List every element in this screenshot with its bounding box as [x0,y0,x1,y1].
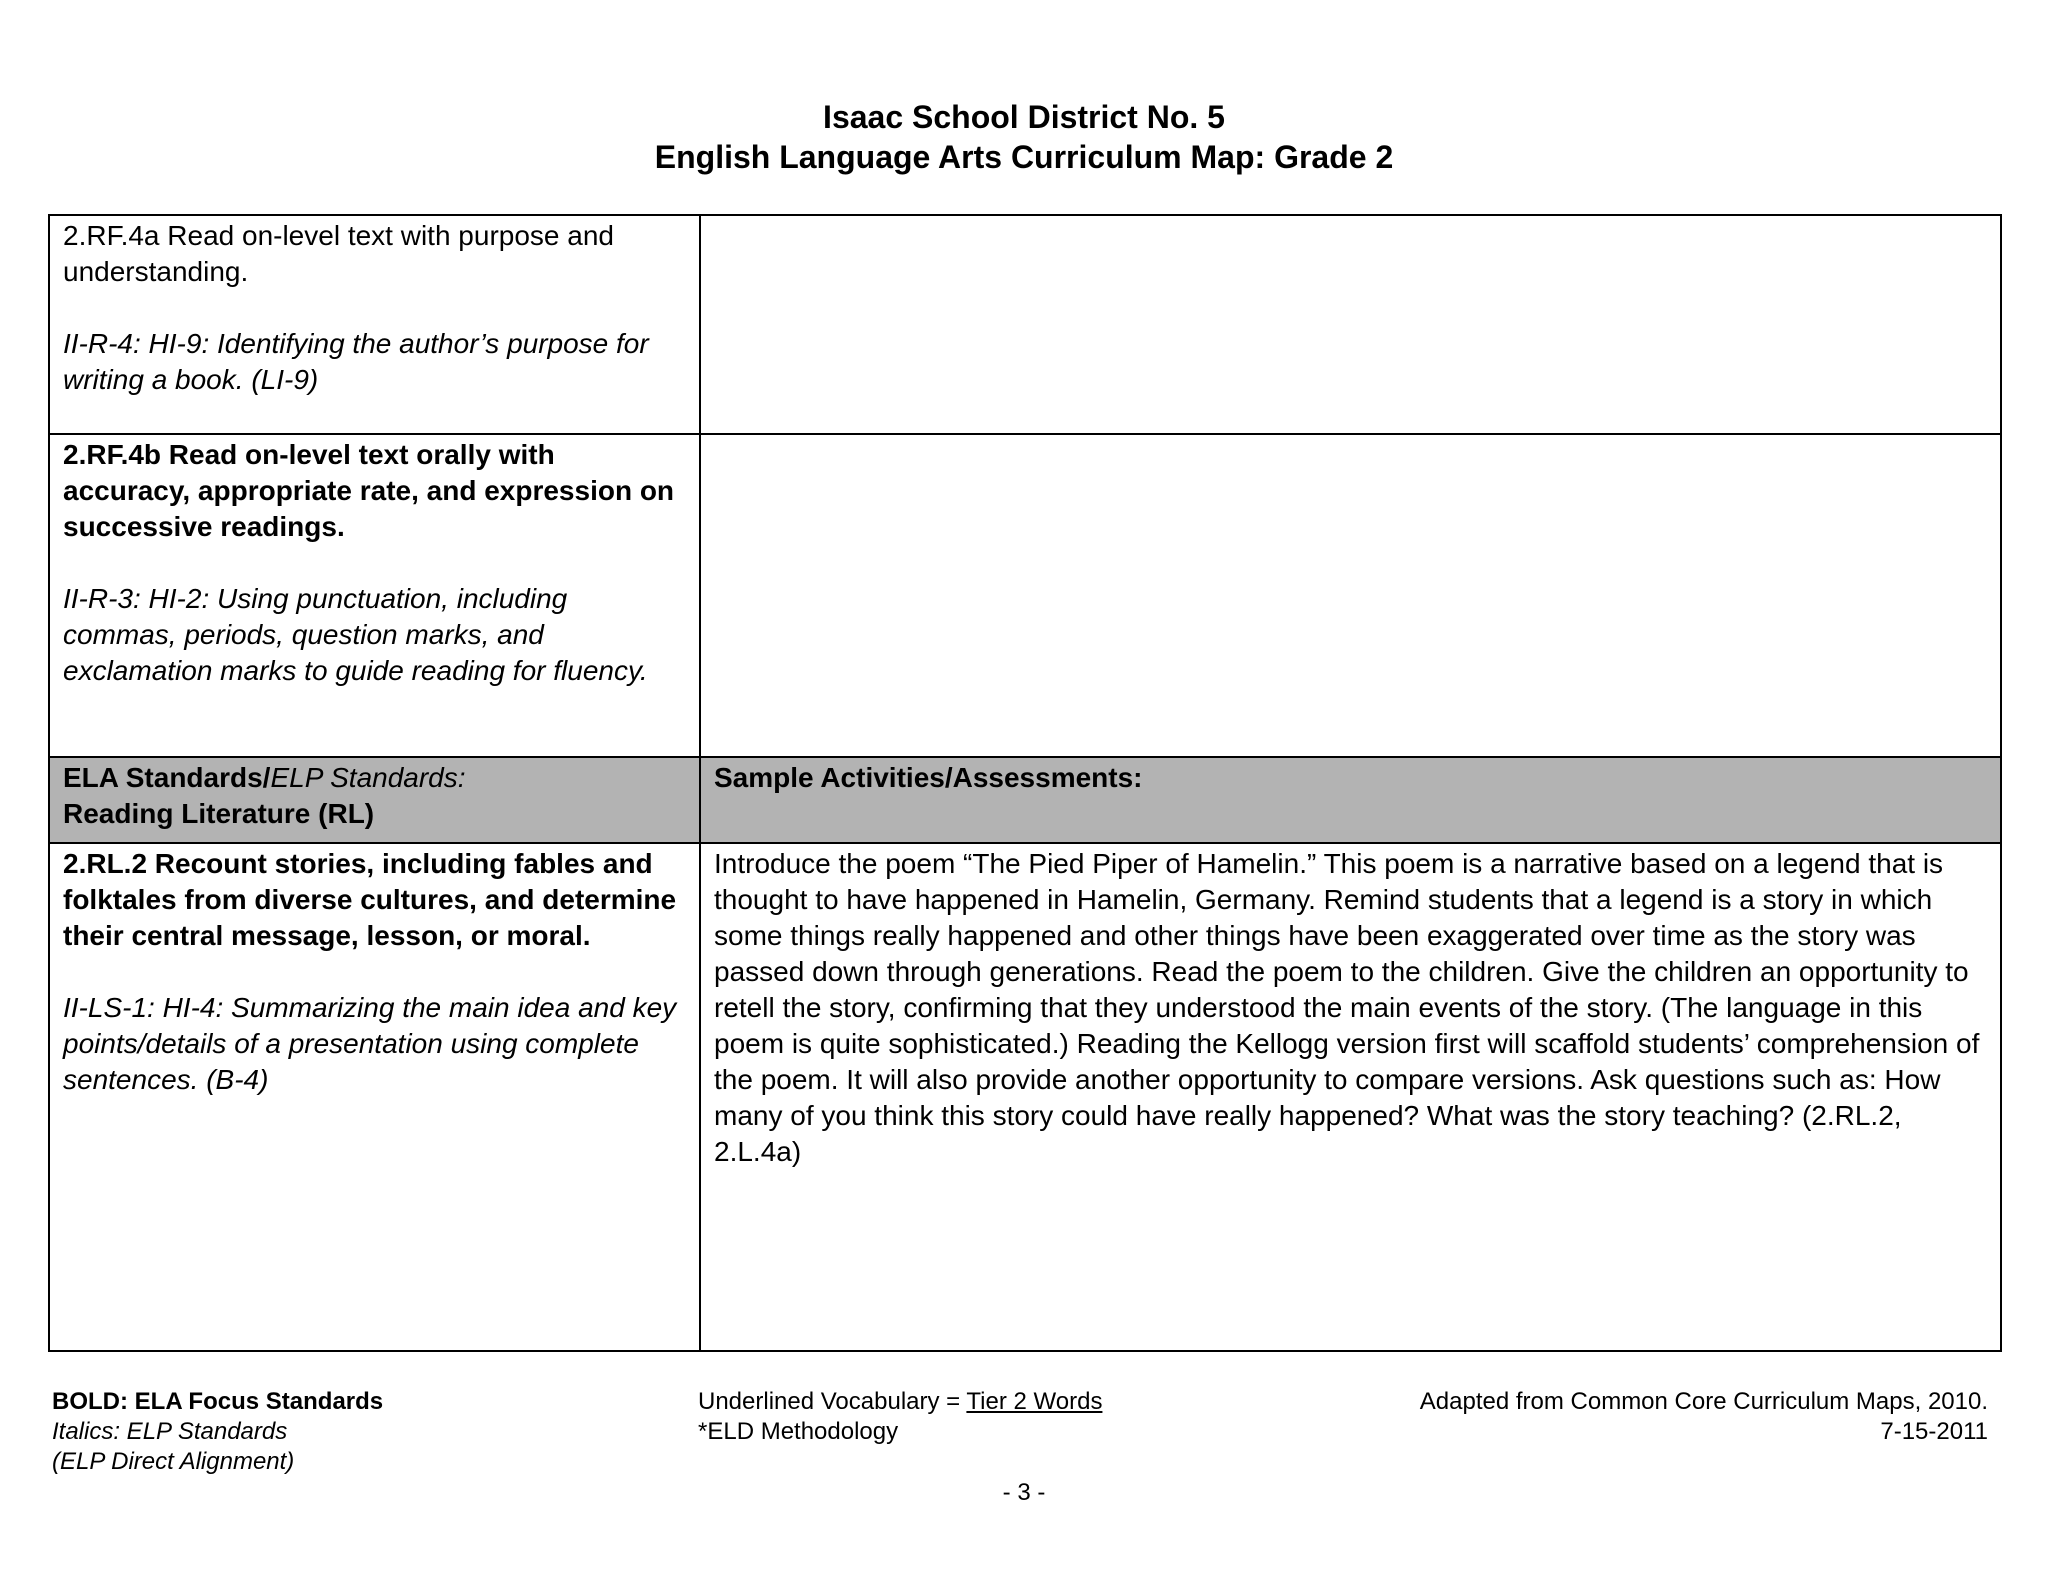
tier-2-words: Tier 2 Words [966,1388,1103,1415]
vocabulary-prefix: Underlined Vocabulary = [698,1388,967,1415]
focus-standard-text: 2.RL.2 Recount stories, including fables and folktales from diverse cultures, and determine their central message, lesson, or moral. [63,848,677,951]
standards-header-cell [49,757,700,843]
footer-source [1420,1387,1988,1447]
strand-label: Reading Literature (RL) [63,798,375,829]
curriculum-map-title: English Language Arts Curriculum Map: Grade 2 [654,139,1394,175]
table-row [49,843,2001,1351]
elp-standards-label: ELP Standards: [270,762,466,793]
section-header-row [49,757,2001,843]
standard-cell [49,215,700,434]
page-number: - 3 - [1002,1479,1046,1506]
table-row [49,215,2001,434]
footer-legend [52,1387,383,1477]
eld-methodology-note: *ELD Methodology [698,1418,899,1445]
table-row [49,434,2001,757]
standard-text: 2.RF.4a Read on-level text with purpose and understanding. [63,220,614,287]
source-note: Adapted from Common Core Curriculum Maps, 2010. [1419,1388,1988,1415]
ela-standards-label: ELA Standards/ [63,762,271,793]
elp-standard-text: II-R-3: HI-2: Using punctuation, including commas, periods, question marks, and exclamation marks to guide reading for fluency. [63,583,648,686]
district-title: Isaac School District No. 5 [823,99,1225,135]
activities-header-cell: Sample Activities/Assessments: [700,757,2001,843]
legend-italics: Italics: ELP Standards [52,1418,288,1445]
curriculum-table [48,214,2002,1352]
activity-cell: Introduce the poem “The Pied Piper of Hamelin.” This poem is a narrative based on a legend that is thought to have happened in Hamelin, Germany. Remind students that a legend is a story in which some things really happened and other things have been exaggerated over time as the story was passed down through generations. Read the poem to the children. Give the children an opportunity to retell the story, confirming that they understood the main events of the story. (The language in this poem is quite sophisticated.) Reading the Kellogg version first will scaffold students’ comprehension of the poem. It will also provide another opportunity to compare versions. Ask questions such as: How many of you think this story could have really happened? What was the story teaching? (2.RL.2, 2.L.4a) [700,843,2001,1351]
standard-cell [49,843,700,1351]
elp-standard-text: II-R-4: HI-9: Identifying the author’s purpose for writing a book. (LI-9) [63,328,649,395]
elp-standard-text: II-LS-1: HI-4: Summarizing the main idea and key points/details of a presentation using complete sentences. (B-4) [63,992,677,1095]
revision-date: 7-15-2011 [1880,1418,1988,1445]
focus-standard-text: 2.RF.4b Read on-level text orally with accuracy, appropriate rate, and expression on successive readings. [63,439,675,542]
legend-bold: BOLD: ELA Focus Standards [52,1388,384,1415]
vocabulary-note [698,1387,1102,1417]
legend-elp-alignment: (ELP Direct Alignment) [52,1448,295,1475]
activity-cell [700,434,2001,757]
activity-cell [700,215,2001,434]
footer-vocabulary-key [698,1387,1102,1447]
standard-cell [49,434,700,757]
